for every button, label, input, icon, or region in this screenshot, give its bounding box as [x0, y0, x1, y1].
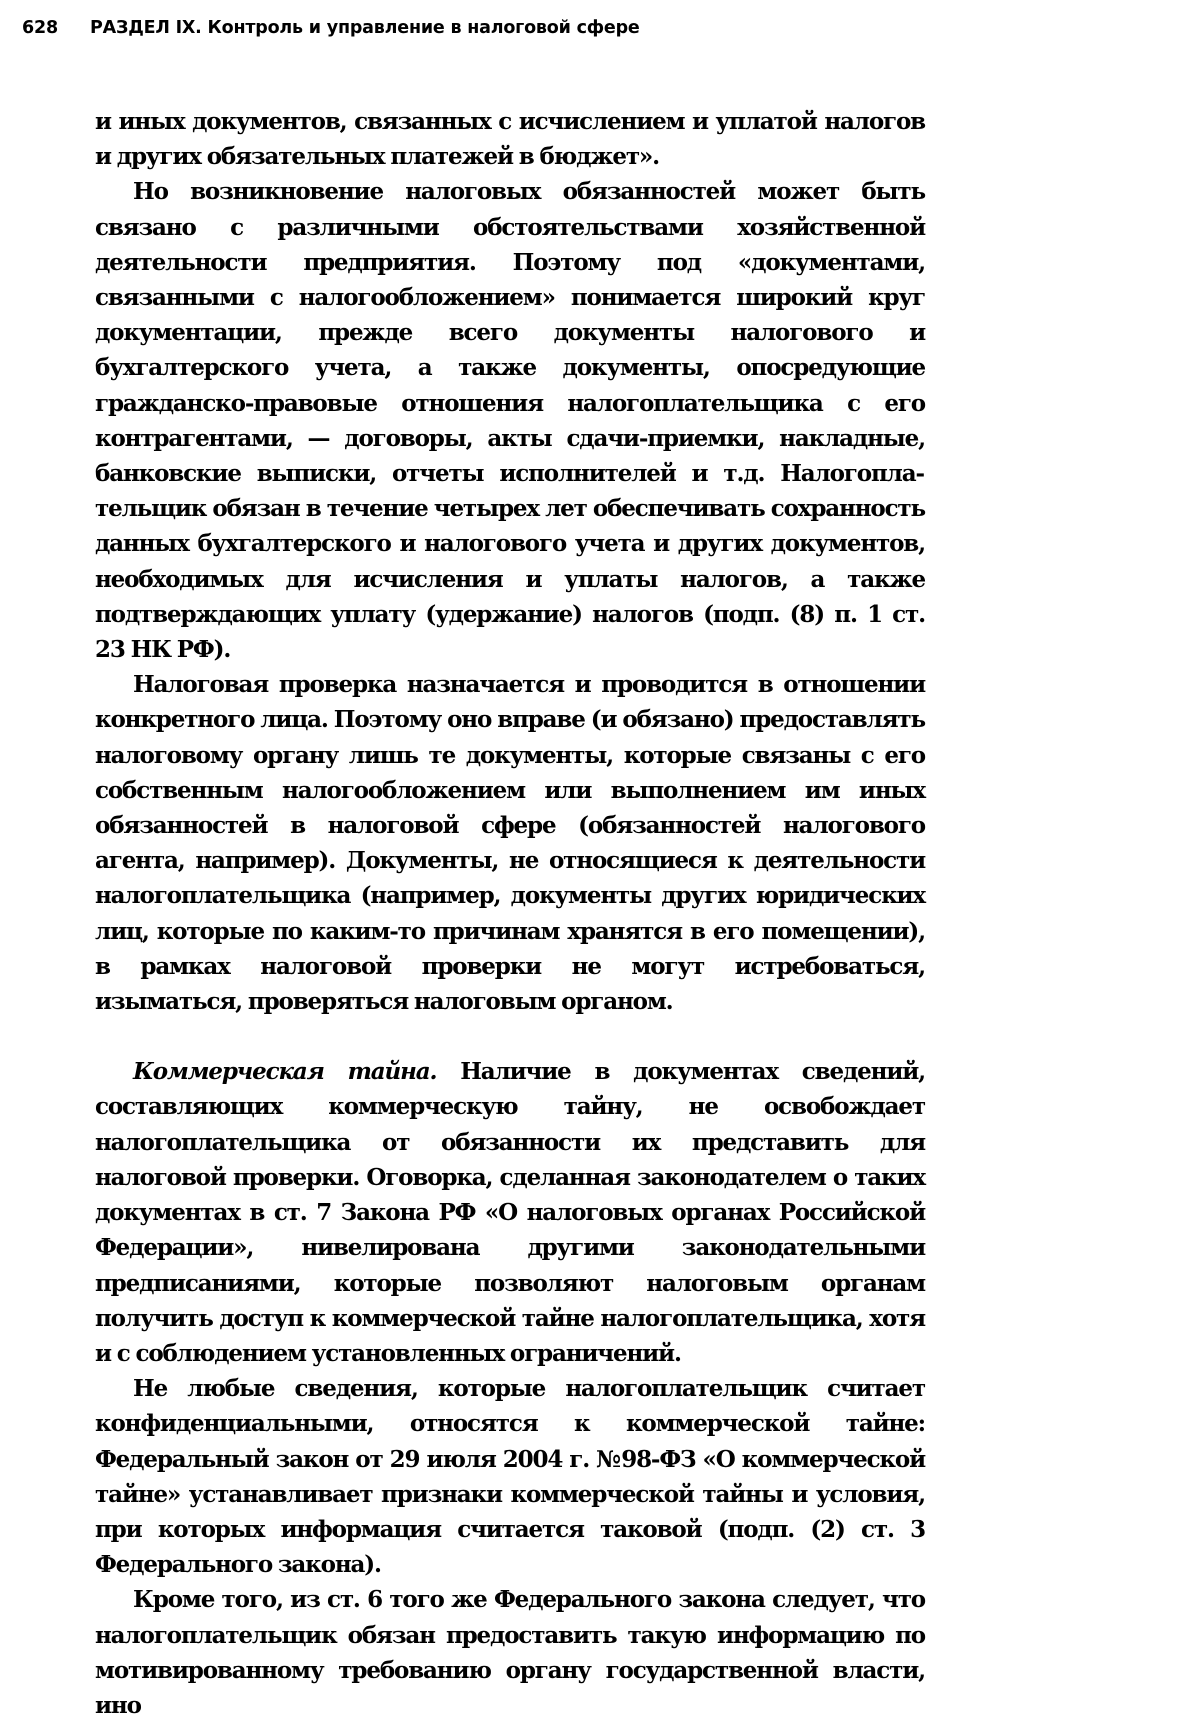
paragraph-tax-obligations: Но возникновение налоговых обязанностей может быть связано с различными обстоятельствами хозяйственной деятельности предприятия. Поэтому под «документами, связанными с налогообложением» понимается широкий круг документации, прежде всего документы налогового и бухгалтерского учета, а также документы, опосредующие гражданско-правовые отношения налогоплательщика с его контрагентами, — договоры, акты сдачи-приемки, накладные, банковские выписки, отчеты исполнителей и т.д. Налогоплательщик обязан в течение четырех лет обеспечивать сохранность данных бухгалтерского и налогового учета и других документов, необходимых для исчисления и уплаты налогов, а также подтверждающих уплату (удержание) налогов (подп. (8) п. 1 ст. 23 НК РФ).	[95, 178, 925, 664]
trade-secret-lead-in: Коммерческая тайна.	[133, 1058, 437, 1086]
running-title: РАЗДЕЛ IX. Контроль и управление в налоговой сфере	[90, 18, 640, 38]
paragraph-confidential-info: Не любые сведения, которые налогоплательщик считает конфиденциальными, относятся к коммерческой тайне: Федеральный закон от 29 июля 2004 г. №98-ФЗ «О коммерческой тайне» устанавливает признаки коммерческой тайны и условия, при которых информация считается таковой (подп. (2) ст. 3 Федерального закона).	[95, 1375, 925, 1579]
text-column	[95, 104, 925, 1723]
paragraph-tax-audit: Налоговая проверка назначается и проводится в отношении конкретного лица. Поэтому оно вправе (и обязано) предоставлять налоговому органу лишь те документы, которые связаны с его собственным налогообложением или выполнением им иных обязанностей в налоговой сфере (обязанностей налогового агента, например). Документы, не относящиеся к деятельности налогоплательщика (например, документы других юридических лиц, которые по каким-то причинам хранятся в его помещении), в рамках налоговой проверки не могут истребоваться, изыматься, проверяться налоговым органом.	[95, 671, 925, 1016]
paragraph-continuation: и иных документов, связанных с исчислением и уплатой налогов и других обязательных платежей в бюджет».	[95, 108, 925, 171]
trade-secret-text: Наличие в документах сведений, составляющих коммерческую тайну, не освобождает налогоплательщика от обязанности их представить для налоговой проверки. Оговорка, сделанная законодателем о таких документах в ст. 7 Закона РФ «О налоговых органах Российской Федерации», нивелирована другими законодательными предписаниями, которые позволяют налоговым органам получить доступ к коммерческой тайне налогоплательщика, хотя и с соблюдением установленных ограничений.	[95, 1058, 926, 1367]
running-head	[22, 18, 640, 48]
paragraph-article-6: Кроме того, из ст. 6 того же Федерального закона следует, что налогоплательщик обязан предоставить такую информацию по мотивированному требованию органу государственной власти, ино	[95, 1586, 925, 1719]
page-number: 628	[22, 18, 58, 38]
paragraph-trade-secret	[95, 1054, 925, 1371]
